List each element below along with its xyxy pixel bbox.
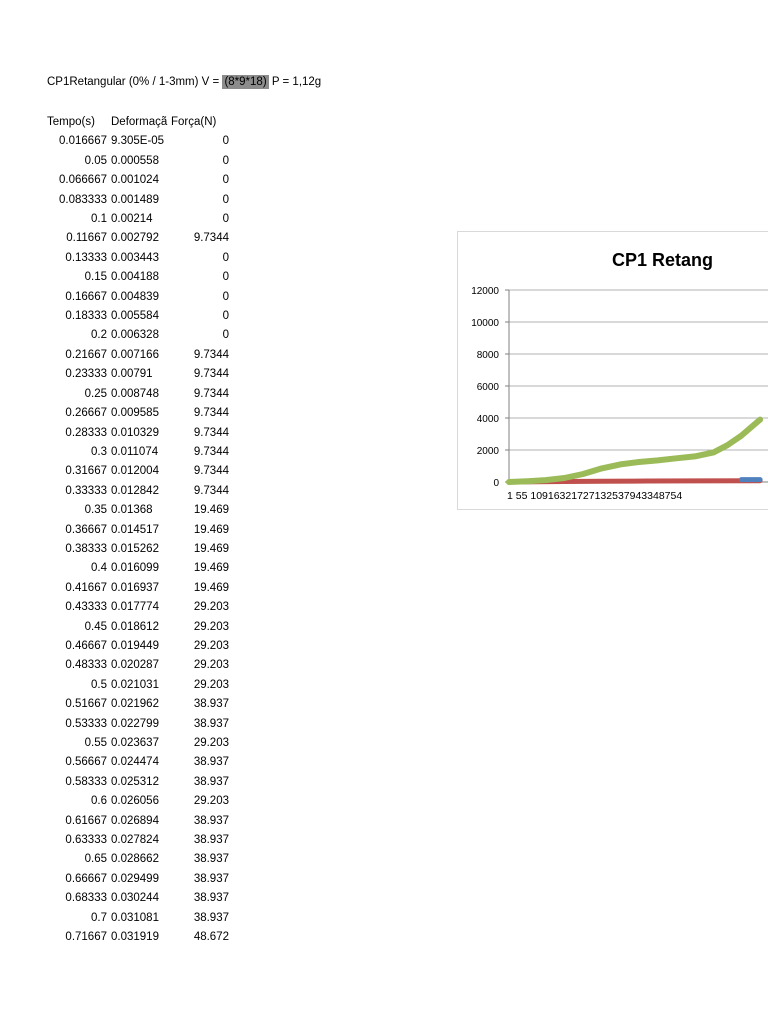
cell-deformacao[interactable]: 0.000558 bbox=[111, 154, 159, 167]
cell-deformacao[interactable]: 0.012004 bbox=[111, 465, 159, 478]
cell-tempo[interactable]: 0.43333 bbox=[65, 601, 107, 614]
cell-deformacao[interactable]: 0.005584 bbox=[111, 310, 159, 323]
cell-tempo[interactable]: 0.41667 bbox=[65, 581, 107, 594]
cell-deformacao[interactable]: 0.015262 bbox=[111, 542, 159, 555]
y-tick-label: 8000 bbox=[476, 350, 499, 361]
table-row bbox=[47, 909, 229, 928]
cell-tempo[interactable]: 0.55 bbox=[84, 737, 107, 749]
cell-tempo[interactable]: 0.61667 bbox=[65, 814, 107, 827]
cell-forca[interactable]: 19.469 bbox=[193, 581, 229, 594]
cell-forca[interactable]: 0 bbox=[222, 174, 229, 187]
table-row bbox=[47, 152, 229, 171]
cell-tempo[interactable]: 0.33333 bbox=[65, 484, 107, 497]
table-row bbox=[47, 831, 229, 850]
cell-tempo[interactable]: 0.2 bbox=[91, 329, 107, 342]
table-row bbox=[47, 210, 229, 229]
cell-forca[interactable]: 9.7344 bbox=[193, 368, 229, 381]
table-row bbox=[47, 501, 229, 520]
header-tempo[interactable]: Tempo(s) bbox=[47, 116, 95, 128]
table-row bbox=[47, 424, 229, 443]
table-row bbox=[47, 482, 229, 501]
cell-forca[interactable]: 38.937 bbox=[193, 911, 229, 924]
cell-tempo[interactable]: 0.7 bbox=[91, 911, 107, 924]
cell-deformacao[interactable]: 0.020287 bbox=[111, 659, 159, 672]
cell-forca[interactable]: 29.203 bbox=[193, 737, 229, 749]
cell-forca[interactable]: 19.469 bbox=[193, 504, 229, 517]
cell-deformacao[interactable]: 0.002792 bbox=[111, 232, 159, 245]
cell-deformacao[interactable]: 0.011074 bbox=[111, 445, 159, 458]
cell-tempo[interactable]: 0.65 bbox=[84, 853, 107, 866]
cell-forca[interactable]: 9.7344 bbox=[193, 465, 229, 478]
table-row bbox=[47, 598, 229, 617]
cell-forca[interactable]: 9.7344 bbox=[193, 426, 229, 439]
cell-tempo[interactable]: 0.18333 bbox=[65, 310, 107, 323]
cell-tempo[interactable]: 0.16667 bbox=[65, 290, 107, 303]
cell-deformacao[interactable]: 0.018612 bbox=[111, 620, 159, 633]
cell-forca[interactable]: 0 bbox=[222, 329, 229, 342]
y-tick-label: 10000 bbox=[471, 318, 499, 329]
cell-forca[interactable]: 38.937 bbox=[193, 834, 229, 847]
chart-title: CP1 Retang bbox=[612, 250, 714, 270]
cell-tempo[interactable]: 0.53333 bbox=[65, 717, 107, 730]
cell-deformacao[interactable]: 0.027824 bbox=[111, 834, 159, 847]
cell-deformacao[interactable]: 0.001489 bbox=[111, 193, 159, 206]
cell-deformacao[interactable]: 0.021031 bbox=[111, 678, 159, 691]
y-tick-label: 4000 bbox=[476, 414, 499, 425]
cell-forca[interactable]: 0 bbox=[222, 290, 229, 303]
table-row bbox=[47, 928, 229, 947]
cell-tempo[interactable]: 0.016667 bbox=[59, 135, 107, 148]
cell-tempo[interactable]: 0.38333 bbox=[65, 542, 107, 555]
cell-deformacao[interactable]: 0.025312 bbox=[111, 775, 159, 788]
cell-tempo[interactable]: 0.46667 bbox=[65, 639, 107, 652]
table-row bbox=[47, 734, 229, 753]
cell-tempo[interactable]: 0.63333 bbox=[65, 834, 107, 847]
table-row bbox=[47, 656, 229, 675]
cell-deformacao[interactable]: 0.012842 bbox=[111, 484, 159, 497]
cell-deformacao[interactable]: 9.305E-05 bbox=[111, 135, 165, 148]
title-prefix: CP1Retangular (0% / 1-3mm) V = bbox=[47, 76, 223, 88]
cell-deformacao[interactable]: 0.031919 bbox=[111, 931, 159, 944]
table-row bbox=[47, 229, 229, 248]
table-row bbox=[47, 870, 229, 889]
y-tick-label: 12000 bbox=[471, 286, 499, 297]
cell-deformacao[interactable]: 0.022799 bbox=[111, 717, 159, 730]
cell-forca[interactable]: 9.7344 bbox=[193, 348, 229, 361]
cell-deformacao[interactable]: 0.028662 bbox=[111, 853, 159, 866]
cell-deformacao[interactable]: 0.031081 bbox=[111, 911, 159, 924]
cell-forca[interactable]: 29.203 bbox=[193, 795, 229, 808]
cell-tempo[interactable]: 0.15 bbox=[84, 271, 107, 284]
table-row bbox=[47, 773, 229, 792]
cell-forca[interactable]: 9.7344 bbox=[193, 484, 229, 497]
cell-deformacao[interactable]: 0.004839 bbox=[111, 290, 159, 303]
cell-deformacao[interactable]: 0.007166 bbox=[111, 348, 159, 361]
cell-forca[interactable]: 38.937 bbox=[193, 756, 229, 769]
cell-tempo[interactable]: 0.05 bbox=[84, 154, 107, 167]
cell-forca[interactable]: 48.672 bbox=[193, 931, 229, 944]
y-tick-label: 0 bbox=[493, 478, 499, 489]
cell-forca[interactable]: 38.937 bbox=[193, 698, 229, 711]
cell-deformacao[interactable]: 0.00791 bbox=[111, 368, 153, 381]
cell-forca[interactable]: 0 bbox=[222, 213, 229, 226]
cell-tempo[interactable]: 0.45 bbox=[84, 620, 107, 633]
cell-forca[interactable]: 19.469 bbox=[193, 562, 229, 575]
table-row bbox=[47, 462, 229, 481]
cell-tempo[interactable]: 0.5 bbox=[91, 678, 107, 691]
cell-tempo[interactable]: 0.3 bbox=[91, 445, 107, 458]
cell-deformacao[interactable]: 0.00214 bbox=[111, 213, 153, 226]
table-row bbox=[47, 889, 229, 908]
cell-tempo[interactable]: 0.28333 bbox=[65, 426, 107, 439]
cell-tempo[interactable]: 0.25 bbox=[84, 387, 107, 400]
cell-forca[interactable]: 29.203 bbox=[193, 678, 229, 691]
table-row bbox=[47, 171, 229, 190]
table-row bbox=[47, 288, 229, 307]
table-header-row bbox=[47, 113, 229, 132]
cell-deformacao[interactable]: 0.023637 bbox=[111, 737, 159, 749]
title-highlight-cell[interactable]: (8*9*18) bbox=[224, 76, 267, 88]
cell-forca[interactable]: 29.203 bbox=[193, 639, 229, 652]
cell-tempo[interactable]: 0.35 bbox=[84, 504, 107, 517]
cell-forca[interactable]: 9.7344 bbox=[193, 387, 229, 400]
y-tick-label: 6000 bbox=[476, 382, 499, 393]
header-forca[interactable]: Força(N) bbox=[171, 116, 217, 128]
cell-deformacao[interactable]: 0.016099 bbox=[111, 562, 159, 575]
table-row bbox=[47, 365, 229, 384]
table-row bbox=[47, 715, 229, 734]
cell-deformacao[interactable]: 0.003443 bbox=[111, 251, 159, 264]
cell-deformacao[interactable]: 0.024474 bbox=[111, 756, 159, 769]
table-row bbox=[47, 191, 229, 210]
cell-tempo[interactable]: 0.26667 bbox=[65, 407, 107, 420]
cell-deformacao[interactable]: 0.029499 bbox=[111, 872, 159, 885]
cell-tempo[interactable]: 0.13333 bbox=[65, 251, 107, 264]
cell-tempo[interactable]: 0.66667 bbox=[65, 872, 107, 885]
cell-forca[interactable]: 38.937 bbox=[193, 892, 229, 905]
cell-tempo[interactable]: 0.066667 bbox=[59, 174, 107, 187]
cell-forca[interactable]: 38.937 bbox=[193, 717, 229, 730]
cell-forca[interactable]: 29.203 bbox=[193, 659, 229, 672]
cell-forca[interactable]: 0 bbox=[222, 271, 229, 284]
table-row bbox=[47, 346, 229, 365]
cell-forca[interactable]: 19.469 bbox=[193, 523, 229, 536]
table-row bbox=[47, 792, 229, 811]
cell-deformacao[interactable]: 0.026894 bbox=[111, 814, 159, 827]
cell-forca[interactable]: 38.937 bbox=[193, 853, 229, 866]
cell-forca[interactable]: 9.7344 bbox=[193, 445, 229, 458]
table-row bbox=[47, 676, 229, 695]
cell-tempo[interactable]: 0.68333 bbox=[65, 892, 107, 905]
table-row bbox=[47, 812, 229, 831]
table-row bbox=[47, 307, 229, 326]
chart-area[interactable] bbox=[457, 231, 768, 510]
cell-deformacao[interactable]: 0.004188 bbox=[111, 271, 159, 284]
cell-forca[interactable]: 38.937 bbox=[193, 872, 229, 885]
cell-deformacao[interactable]: 0.017774 bbox=[111, 601, 159, 614]
cell-forca[interactable]: 0 bbox=[222, 154, 229, 167]
cell-forca[interactable]: 38.937 bbox=[193, 775, 229, 788]
cell-tempo[interactable]: 0.56667 bbox=[65, 756, 107, 769]
header-deformacao[interactable]: Deformaçã bbox=[111, 116, 168, 128]
table-row bbox=[47, 618, 229, 637]
cell-forca[interactable]: 9.7344 bbox=[193, 232, 229, 245]
x-tick-labels: 1 55 10916321727132537943348754 bbox=[507, 490, 683, 502]
cell-tempo[interactable]: 0.31667 bbox=[65, 465, 107, 478]
table-row bbox=[47, 559, 229, 578]
cell-tempo[interactable]: 0.1 bbox=[91, 213, 107, 226]
table-row bbox=[47, 540, 229, 559]
table-row bbox=[47, 637, 229, 656]
cell-deformacao[interactable]: 0.030244 bbox=[111, 892, 159, 905]
cell-tempo[interactable]: 0.23333 bbox=[65, 368, 107, 381]
cell-deformacao[interactable]: 0.016937 bbox=[111, 581, 159, 594]
cell-forca[interactable]: 29.203 bbox=[193, 620, 229, 633]
cell-deformacao[interactable]: 0.01368 bbox=[111, 504, 153, 517]
cell-deformacao[interactable]: 0.014517 bbox=[111, 523, 159, 536]
table-row bbox=[47, 753, 229, 772]
title-suffix: P = 1,12g bbox=[268, 76, 322, 88]
table-row bbox=[47, 695, 229, 714]
table-row bbox=[47, 249, 229, 268]
cell-forca[interactable]: 19.469 bbox=[193, 542, 229, 555]
table-body bbox=[47, 132, 229, 947]
cell-deformacao[interactable]: 0.026056 bbox=[111, 795, 159, 808]
cell-deformacao[interactable]: 0.019449 bbox=[111, 639, 159, 652]
cell-deformacao[interactable]: 0.008748 bbox=[111, 387, 159, 400]
cell-tempo[interactable]: 0.21667 bbox=[65, 348, 107, 361]
cell-forca[interactable]: 29.203 bbox=[193, 601, 229, 614]
table-row bbox=[47, 443, 229, 462]
cell-forca[interactable]: 0 bbox=[222, 310, 229, 323]
table-row bbox=[47, 385, 229, 404]
y-tick-label: 2000 bbox=[476, 446, 499, 457]
cell-forca[interactable]: 0 bbox=[222, 135, 229, 148]
cell-tempo[interactable]: 0.51667 bbox=[65, 698, 107, 711]
cell-tempo[interactable]: 0.36667 bbox=[65, 523, 107, 536]
cell-deformacao[interactable]: 0.001024 bbox=[111, 174, 159, 187]
cell-forca[interactable]: 9.7344 bbox=[193, 407, 229, 420]
chart-svg bbox=[458, 232, 768, 510]
cell-tempo[interactable]: 0.6 bbox=[91, 795, 107, 808]
cell-forca[interactable]: 38.937 bbox=[193, 814, 229, 827]
cell-tempo[interactable]: 0.11667 bbox=[66, 232, 107, 245]
cell-deformacao[interactable]: 0.021962 bbox=[111, 698, 159, 711]
table-row bbox=[47, 850, 229, 869]
cell-deformacao[interactable]: 0.006328 bbox=[111, 329, 159, 342]
cell-deformacao[interactable]: 0.009585 bbox=[111, 407, 159, 420]
cell-tempo[interactable]: 0.71667 bbox=[65, 931, 107, 944]
table-row bbox=[47, 326, 229, 345]
series-line-green bbox=[509, 420, 760, 482]
cell-tempo[interactable]: 0.58333 bbox=[65, 775, 107, 788]
table-row bbox=[47, 132, 229, 151]
cell-forca[interactable]: 0 bbox=[222, 193, 229, 206]
table-row bbox=[47, 404, 229, 423]
data-table bbox=[47, 113, 229, 947]
cell-deformacao[interactable]: 0.010329 bbox=[111, 426, 159, 439]
table-row bbox=[47, 579, 229, 598]
sheet-title bbox=[47, 74, 321, 90]
cell-tempo[interactable]: 0.4 bbox=[91, 562, 107, 575]
table-row bbox=[47, 268, 229, 287]
cell-tempo[interactable]: 0.48333 bbox=[65, 659, 107, 672]
cell-forca[interactable]: 0 bbox=[222, 251, 229, 264]
cell-tempo[interactable]: 0.083333 bbox=[59, 193, 107, 206]
table-row bbox=[47, 521, 229, 540]
